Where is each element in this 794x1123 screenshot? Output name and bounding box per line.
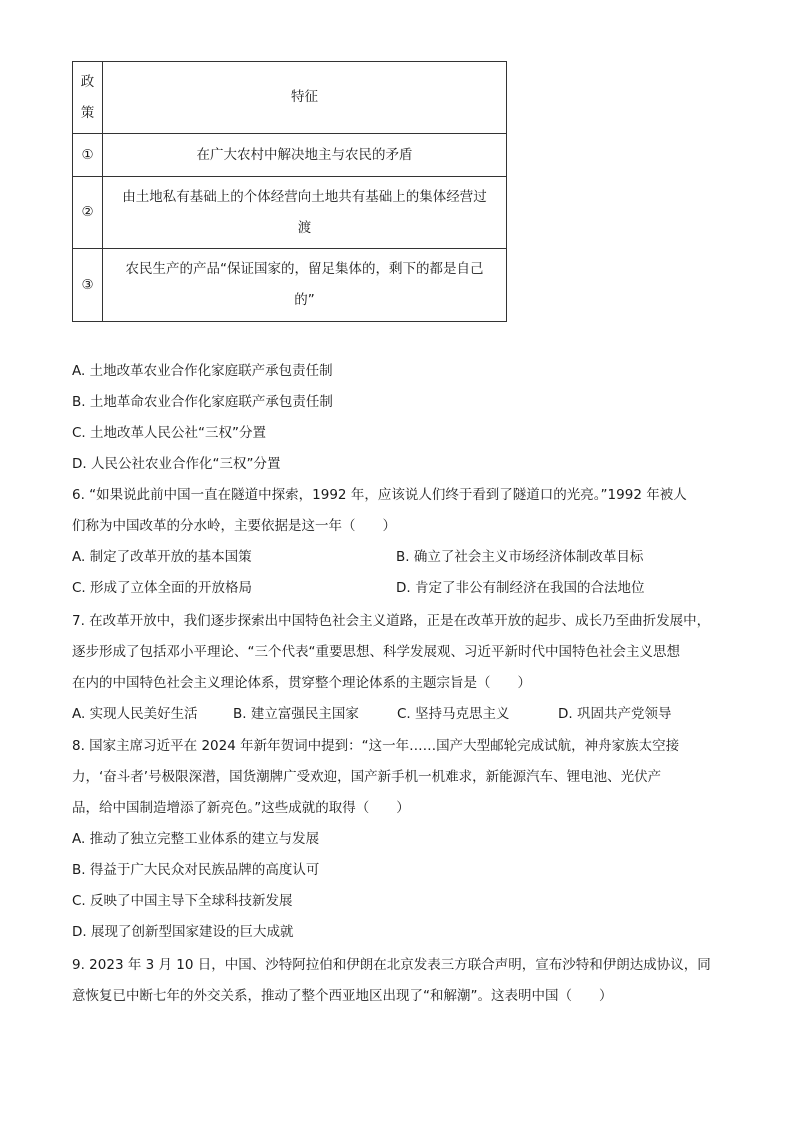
q6-stem-line: 6. “如果说此前中国一直在隧道中探索，1992 年，应该说人们终于看到了隧道口的光亮。”1992 年被人 [72, 487, 687, 503]
table-row [73, 249, 507, 322]
row-feature [103, 134, 507, 177]
q7-option-a: A. 实现人民美好生活 [72, 706, 198, 722]
header-policy-cell [73, 62, 103, 134]
q7-option-b: B. 建立富强民主国家 [233, 706, 359, 722]
q6-stem-line: 们称为中国改革的分水岭，主要依据是这一年（ ） [72, 518, 396, 534]
q8-option-c: C. 反映了中国主导下全球科技新发展 [72, 893, 293, 909]
q8-stem-line: 品，给中国制造增添了新亮色。”这些成就的取得（ ） [72, 800, 410, 816]
header-policy-char-1: 政 [80, 73, 95, 90]
header-policy-char-2: 策 [80, 104, 95, 121]
q7-option-c: C. 坚持马克思主义 [397, 706, 510, 722]
table-row [73, 177, 507, 249]
header-feature-cell: 特征 [103, 62, 507, 134]
row-number: ③ [73, 249, 103, 322]
policy-table [72, 61, 507, 322]
q6-option-d: D. 肯定了非公有制经济在我国的合法地位 [396, 580, 645, 596]
q6-option-b: B. 确立了社会主义市场经济体制改革目标 [396, 549, 644, 565]
q6-option-a: A. 制定了改革开放的基本国策 [72, 549, 252, 565]
q5-option-a: A. 土地改革农业合作化家庭联产承包责任制 [72, 363, 333, 379]
q8-stem-line: 8. 国家主席习近平在 2024 年新年贺词中提到：“这一年……国产大型邮轮完成试航，神舟家族太空接 [72, 738, 680, 754]
row-feature-line: 在广大农村中解决地主与农民的矛盾 [196, 146, 413, 163]
q7-stem-line: 7. 在改革开放中，我们逐步探索出中国特色社会主义道路，正是在改革开放的起步、成长乃至曲折发展中， [72, 613, 711, 629]
table-row [73, 134, 507, 177]
row-number: ① [73, 134, 103, 177]
q8-option-d: D. 展现了创新型国家建设的巨大成就 [72, 924, 294, 940]
q8-option-a: A. 推动了独立完整工业体系的建立与发展 [72, 831, 320, 847]
row-feature-line: 农民生产的产品“保证国家的，留足集体的，剩下的都是自己 [125, 261, 484, 277]
q5-option-c: C. 土地改革人民公社“三权”分置 [72, 425, 266, 441]
q5-option-b: B. 土地革命农业合作化家庭联产承包责任制 [72, 394, 333, 410]
row-number: ② [73, 177, 103, 249]
q9-stem-line: 9. 2023 年 3 月 10 日，中国、沙特阿拉伯和伊朗在北京发表三方联合声明，宣布沙特和伊朗达成协议，同 [72, 957, 711, 973]
table-header-row [73, 62, 507, 134]
q7-stem-line: 逐步形成了包括邓小平理论、“三个代表“重要思想、科学发展观、习近平新时代中国特色社会主义思想 [72, 644, 680, 660]
q7-stem-line: 在内的中国特色社会主义理论体系，贯穿整个理论体系的主题宗旨是（ ） [72, 675, 531, 691]
q9-stem-line: 意恢复已中断七年的外交关系，推动了整个西亚地区出现了“和解潮”。这表明中国（ ） [72, 988, 613, 1004]
row-feature-line: 渡 [297, 219, 312, 236]
row-feature-line: 由土地私有基础上的个体经营向土地共有基础上的集体经营过 [122, 188, 487, 205]
row-feature [103, 177, 507, 249]
q8-option-b: B. 得益于广大民众对民族品牌的高度认可 [72, 862, 320, 878]
row-feature [103, 249, 507, 322]
q5-option-d: D. 人民公社农业合作化“三权”分置 [72, 456, 281, 472]
q6-option-c: C. 形成了立体全面的开放格局 [72, 580, 253, 596]
q8-stem-line: 力，‘奋斗者’号极限深潜，国货潮牌广受欢迎，国产新手机一机难求，新能源汽车、锂电池、光伏产 [72, 769, 662, 785]
q7-option-d: D. 巩固共产党领导 [558, 706, 672, 722]
row-feature-line: 的” [294, 292, 315, 308]
